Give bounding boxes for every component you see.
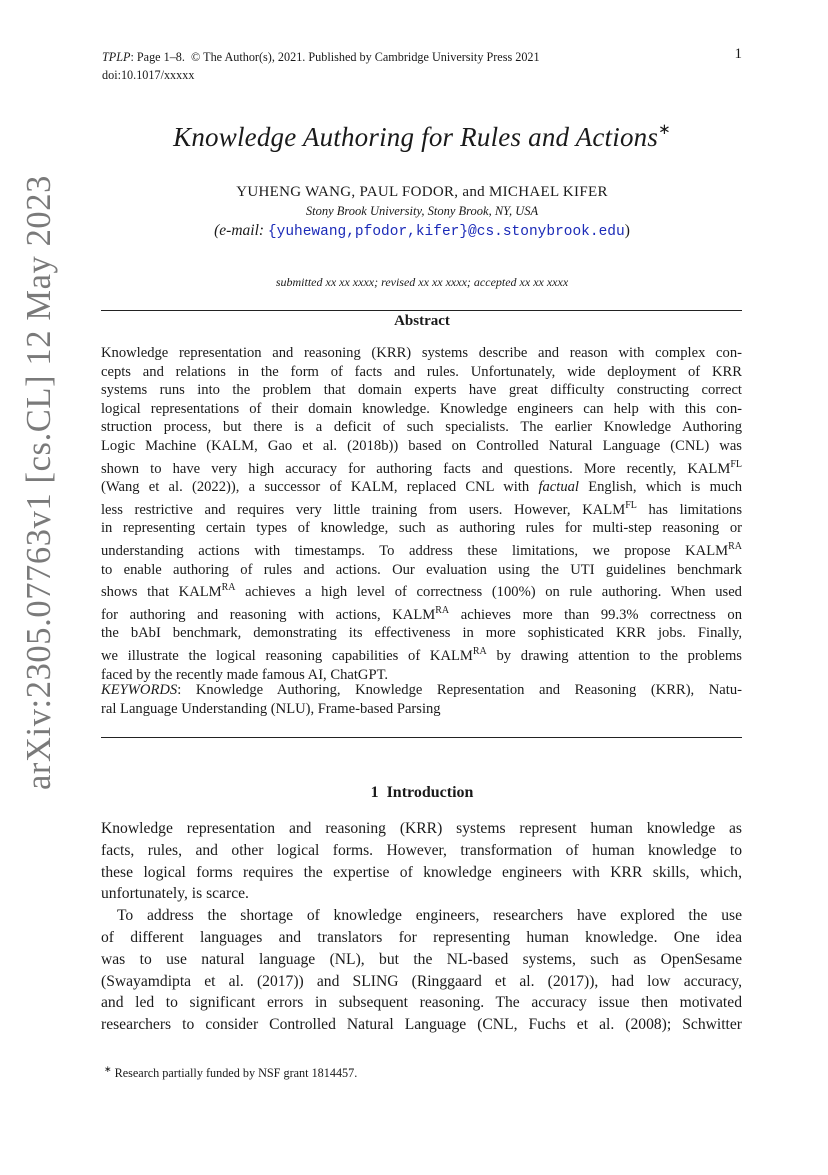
intro-line: Knowledge representation and reasoning (KRR) systems represent human knowledge as <box>101 820 742 837</box>
abstract-line: systems runs into the problem that domain experts have great difficulty constructing correct <box>101 382 742 399</box>
abstract-line: Knowledge representation and reasoning (KRR) systems describe and reason with complex con- <box>101 345 742 361</box>
footnote-text: Research partially funded by NSF grant 1814457. <box>111 1066 358 1080</box>
abstract-line: cepts and relations in the form of facts and rules. Unfortunately, wide deployment of KRR <box>101 363 742 380</box>
abstract-text: achieves a high level of correctness (100%) on rule authoring. When used <box>235 584 742 601</box>
introduction-body <box>101 818 742 1036</box>
section-title: Introduction <box>386 784 474 801</box>
superscript-ra: RA <box>472 645 487 657</box>
abstract-text: English, which is much <box>578 479 742 496</box>
emphasis-factual: factual <box>538 479 579 496</box>
abstract-line: to enable authoring of rules and actions. Our evaluation using the UTI guidelines benchmark <box>101 561 742 578</box>
title-footnote-mark: ∗ <box>658 122 671 138</box>
abstract-line: faced by the recently made famous AI, ChatGPT. <box>101 666 389 683</box>
section-number: 1 <box>370 784 379 801</box>
abstract-text: shown to have very high accuracy for authoring facts and questions. More recently, KALM <box>101 460 731 477</box>
affiliation: Stony Brook University, Stony Brook, NY, USA <box>305 204 539 218</box>
journal-name: TPLP <box>102 50 131 64</box>
superscript-fl: FL <box>730 458 742 470</box>
doi: doi:10.1017/xxxxx <box>102 68 195 82</box>
abstract-line <box>101 538 742 561</box>
bottom-rule <box>101 737 742 738</box>
intro-line: these logical forms requires the expertise of knowledge engineers with KRR skills, which, <box>101 863 742 881</box>
intro-line: was to use natural language (NL), but the NL-based systems, such as OpenSesame <box>101 950 742 968</box>
abstract-line: struction process, but there is a deficit of such specialists. The earlier Knowledge Authoring <box>101 419 742 436</box>
title-text: Knowledge Authoring for Rules and Actions <box>173 122 659 152</box>
abstract-line <box>101 478 742 497</box>
abstract-line <box>101 643 742 666</box>
abstract-text: achieves more than 99.3% correctness on <box>449 606 742 623</box>
abstract-text: by drawing attention to the problems <box>486 647 742 664</box>
superscript-ra: RA <box>728 540 742 552</box>
keywords-label: KEYWORDS <box>101 682 178 698</box>
intro-line: and led to significant errors in subsequent reasoning. The accuracy issue then motivated <box>101 994 742 1012</box>
arxiv-sidebar-stamp: arXiv:2305.07763v1 [cs.CL] 12 May 2023 <box>20 175 58 790</box>
author-list: YUHENG WANG, PAUL FODOR, and MICHAEL KIFER <box>236 184 608 200</box>
abstract-body <box>101 344 742 684</box>
abstract-line: the bAbI benchmark, demonstrating its effectiveness in more sophisticated KRR jobs. Finally, <box>101 625 742 642</box>
keywords-block <box>101 681 742 718</box>
email-prefix: (e-mail: <box>214 222 268 239</box>
abstract-line <box>101 602 742 625</box>
abstract-heading: Abstract <box>394 313 450 329</box>
superscript-fl: FL <box>625 499 637 511</box>
intro-line: unfortunately, is scarce. <box>101 885 249 903</box>
abstract-line <box>101 456 742 479</box>
paper-title <box>0 120 828 153</box>
journal-pages: : Page 1–8. <box>130 50 185 64</box>
keywords-text: : Knowledge Authoring, Knowledge Representation and Reasoning (KRR), Natu- <box>177 682 742 698</box>
keywords-line: ral Language Understanding (NLU), Frame-based Parsing <box>101 700 441 717</box>
email-suffix: ) <box>624 222 630 239</box>
running-header <box>102 48 540 84</box>
page-number: 1 <box>734 46 742 62</box>
abstract-text: we illustrate the logical reasoning capabilities of KALM <box>101 647 473 664</box>
footnote-mark: ∗ <box>104 1064 112 1074</box>
abstract-line: logical representations of their domain knowledge. Knowledge engineers can help with this con- <box>101 400 742 417</box>
superscript-ra: RA <box>221 582 236 594</box>
abstract-text: (Wang et al. (2022)), a successor of KALM, replaced CNL with <box>101 479 539 496</box>
intro-line: of different languages and translators for representing human knowledge. One idea <box>101 928 742 946</box>
abstract-text: understanding actions with timestamps. To address these limitations, we propose KALM <box>101 542 729 559</box>
abstract-text: has limitations <box>636 501 742 518</box>
copyright-notice: © The Author(s), 2021. Published by Cambridge University Press 2021 <box>191 50 540 64</box>
email-address[interactable]: {yuhewang,pfodor,kifer}@cs.stonybrook.edu <box>267 224 625 240</box>
abstract-line <box>101 579 742 602</box>
keywords-line <box>101 681 742 700</box>
intro-line: To address the shortage of knowledge engineers, researchers have explored the use <box>117 907 742 925</box>
footnote <box>104 1064 357 1081</box>
section-heading <box>0 784 828 802</box>
abstract-text: for authoring and reasoning with actions, KALM <box>101 606 436 623</box>
intro-line: (Swayamdipta et al. (2017)) and SLING (Ringgaard et al. (2017)), had low accuracy, <box>101 972 742 990</box>
email-line <box>0 222 828 240</box>
submission-dates: submitted xx xx xxxx; revised xx xx xxxx; accepted xx xx xxxx <box>275 275 569 289</box>
abstract-line: in representing certain types of knowledge, such as authoring rules for multi-step reasoning or <box>101 520 742 537</box>
abstract-line <box>101 497 742 520</box>
abstract-line: Logic Machine (KALM, Gao et al. (2018b)) based on Controlled Natural Language (CNL) was <box>101 437 742 454</box>
intro-line: researchers to consider Controlled Natural Language (CNL, Fuchs et al. (2008); Schwitter <box>101 1016 742 1034</box>
top-rule <box>101 310 742 311</box>
abstract-text: shows that KALM <box>101 584 222 601</box>
superscript-ra: RA <box>435 604 450 616</box>
abstract-text: less restrictive and requires very little training from users. However, KALM <box>101 501 626 518</box>
intro-line: facts, rules, and other logical forms. However, transformation of human knowledge to <box>101 841 742 859</box>
